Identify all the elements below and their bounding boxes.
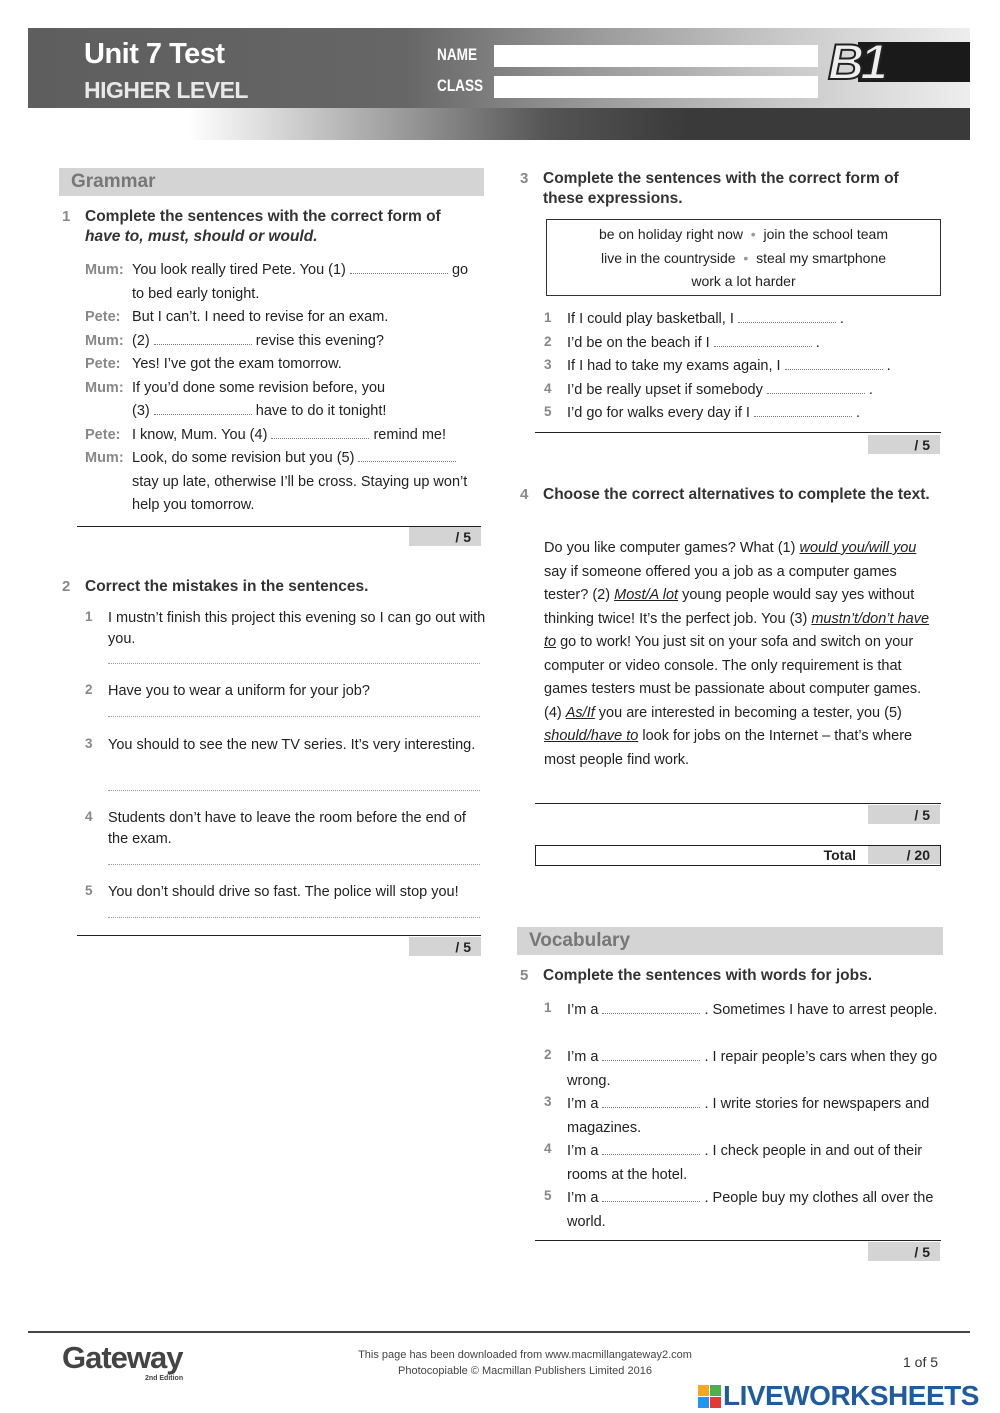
divider [535, 803, 941, 804]
dialogue-line [85, 260, 468, 280]
answer-blank[interactable] [767, 384, 865, 394]
answer-blank[interactable] [602, 1145, 700, 1155]
level-badge: B1 [828, 40, 970, 88]
answer-blank[interactable] [271, 429, 369, 439]
dialogue-line [85, 354, 342, 374]
footer-line-2: Photocopiable © Macmillan Publishers Limited 2016 [398, 1365, 652, 1377]
score-box: / 5 [868, 435, 940, 454]
alternative-5[interactable]: should/have to [544, 728, 639, 744]
item-number: 4 [85, 809, 93, 824]
sentence-text: Have you to wear a uniform for your job? [108, 683, 370, 699]
liveworksheets-logo [698, 1382, 979, 1410]
exercise-4-text: Do you like computer games? What (1) would you/will you say if someone offered you a job as a computer games tester? (2) Most/A lot young people would say yes without thinking twice! It’s the perfect job. You (3) mustn’t/don’t have to go to work! You just sit on your sofa and switch on your computer or video console. The only requirement is that games testers must be passionate about computer games. (4) As/If you are interested in becoming a tester, you (5) should/have to look for jobs on the Internet – that’s where most people find work. [544, 540, 930, 768]
exercise-number: 4 [520, 486, 529, 503]
footer-rule [28, 1331, 970, 1333]
section-vocabulary: Vocabulary [517, 927, 943, 955]
item-number: 3 [85, 736, 93, 751]
answer-blank[interactable] [754, 407, 852, 417]
speaker-label: Mum: [85, 379, 124, 396]
answer-line[interactable] [108, 790, 480, 791]
exercise-3-instruction: Complete the sentences with the correct form of these expressions. [543, 170, 899, 207]
speaker-label: Mum: [85, 450, 124, 466]
line-text: Yes! I’ve got the exam tomorrow. [132, 356, 342, 372]
item-number: 5 [85, 883, 93, 898]
speaker-label: Mum: [85, 262, 124, 278]
edition-label: 2nd Edition [145, 1375, 184, 1382]
live-icon [698, 1385, 721, 1408]
speaker-label: Mum: [85, 332, 124, 349]
answer-blank[interactable] [350, 264, 448, 274]
item-number: 4 [544, 1141, 552, 1156]
speaker-label: Pete: [85, 356, 121, 372]
line-text: (2) [132, 332, 150, 349]
line-text-after: go [451, 262, 469, 278]
watermark-text: LIVEWORKSHEETS [723, 1380, 979, 1411]
item-number: 1 [85, 609, 93, 624]
dialogue-line [85, 307, 388, 327]
sentence-text: If I had to take my exams again, I . [567, 358, 891, 374]
answer-blank[interactable] [714, 337, 812, 347]
dialogue-line [85, 331, 384, 351]
test-title: Unit 7 Test [84, 38, 225, 70]
score-box: / 5 [409, 937, 481, 956]
divider [77, 935, 481, 936]
sentence-text: I’m a . I repair people’s cars when they go wrong. [567, 1049, 938, 1089]
dialogue-line [85, 448, 456, 468]
answer-blank[interactable] [154, 335, 252, 345]
exercise-1-instruction: Complete the sentences with the correct form of have to, must, should or would. [85, 208, 441, 245]
item-number: 2 [544, 1047, 552, 1062]
item-number: 5 [544, 404, 552, 419]
sentence-text: I’d go for walks every day if I . [567, 405, 861, 421]
line-text: If you’d done some revision before, you [132, 379, 386, 396]
line-text: stay up late, otherwise I’ll be cross. Staying up won’t [132, 473, 468, 490]
dialogue-line [85, 284, 259, 304]
answer-line[interactable] [108, 917, 480, 918]
dialogue-line [85, 401, 386, 421]
item-number: 2 [85, 682, 93, 697]
sentence-text: I’d be on the beach if I . [567, 334, 820, 351]
line-text: You look really tired Pete. You (1) [132, 262, 346, 278]
name-label: NAME [437, 45, 478, 64]
answer-blank[interactable] [785, 360, 883, 370]
speaker-label: Pete: [85, 426, 121, 443]
answer-blank[interactable] [602, 1051, 700, 1061]
line-text: to bed early tonight. [132, 285, 260, 302]
divider [535, 432, 941, 433]
line-text-after: remind me! [373, 426, 446, 443]
header-strip [28, 108, 970, 140]
answer-blank[interactable] [602, 1004, 700, 1014]
class-field[interactable] [494, 76, 818, 98]
name-field[interactable] [494, 45, 818, 67]
answer-blank[interactable] [602, 1098, 700, 1108]
total-box [535, 845, 941, 866]
sentence-text: If I could play basketball, I . [567, 311, 844, 327]
dialogue-line [85, 425, 446, 445]
line-text-after: revise this evening? [255, 332, 384, 349]
line-text: I know, Mum. You (4) [132, 426, 268, 443]
line-text-after: have to do it tonight! [255, 403, 387, 419]
item-number: 2 [544, 333, 552, 349]
divider [535, 1240, 941, 1241]
answer-blank[interactable] [358, 452, 456, 462]
score-box: / 5 [868, 805, 940, 824]
dialogue-line [85, 472, 467, 492]
item-number: 3 [544, 1094, 552, 1109]
exercise-number: 3 [520, 170, 529, 187]
alternative-2[interactable]: Most/A lot [614, 587, 679, 603]
total-score: / 20 [868, 846, 940, 864]
exercise-4-instruction: Choose the correct alternatives to complete the text. [543, 486, 930, 503]
sentence-text: I’m a . Sometimes I have to arrest people. [567, 1002, 938, 1018]
item-number: 3 [544, 357, 552, 372]
footer-text [330, 1347, 720, 1379]
speaker-label: Pete: [85, 309, 121, 325]
alternative-3[interactable]: mustn’t/don’t have to [544, 610, 930, 650]
line-text: Look, do some revision but you (5) [132, 450, 355, 466]
alternative-4[interactable]: As/If [565, 704, 595, 721]
item-number: 4 [544, 380, 552, 396]
exercise-2-instruction: Correct the mistakes in the sentences. [85, 578, 369, 595]
answer-line[interactable] [108, 663, 480, 664]
sentence-text: I’m a . I write stories for newspapers and magazines. [567, 1096, 930, 1136]
answer-blank[interactable] [738, 313, 836, 323]
answer-line[interactable] [108, 716, 480, 717]
item-number: 1 [544, 1000, 552, 1015]
answer-blank[interactable] [602, 1192, 700, 1202]
section-grammar: Grammar [59, 168, 484, 196]
answer-blank[interactable] [154, 405, 252, 415]
dialogue-line [85, 495, 255, 515]
score-box: / 5 [409, 527, 481, 546]
dialogue-line [85, 378, 385, 398]
exercise-number: 5 [520, 967, 529, 984]
exercise-number: 2 [62, 578, 71, 595]
sentence-text: I mustn’t finish this project this evening so I can go out with you. [108, 610, 486, 647]
sentence-text: Students don’t have to leave the room before the end of the exam. [108, 810, 466, 847]
exercise-number: 1 [62, 208, 71, 225]
item-number: 5 [544, 1188, 552, 1203]
line-text: (3) [132, 403, 150, 419]
score-box: / 5 [868, 1242, 940, 1261]
gateway-logo: Gateway [62, 1340, 183, 1375]
line-text: help you tomorrow. [132, 497, 255, 513]
line-text: But I can’t. I need to revise for an exam. [132, 309, 389, 325]
total-label: Total [823, 847, 856, 863]
alternative-1[interactable]: would you/will you [799, 540, 917, 556]
answer-line[interactable] [108, 864, 480, 865]
footer-line-1: This page has been downloaded from www.macmillangateway2.com [358, 1349, 692, 1361]
sentence-text: I’m a . People buy my clothes all over the world. [567, 1190, 934, 1230]
class-label: CLASS [437, 76, 484, 95]
item-number: 1 [544, 310, 552, 325]
sentence-text: You don’t should drive so fast. The police will stop you! [108, 884, 459, 900]
page-number: 1 of 5 [903, 1354, 939, 1370]
sentence-text: I’m a . I check people in and out of their rooms at the hotel. [567, 1143, 923, 1183]
test-level: HIGHER LEVEL [84, 77, 248, 103]
expressions-box: be on holiday right now • join the school team live in the countryside • steal my smartphone work a lot harder [546, 219, 941, 296]
exercise-5-instruction: Complete the sentences with words for jobs. [543, 967, 872, 984]
sentence-text: You should to see the new TV series. It’s very interesting. [108, 737, 476, 753]
sentence-text: I’d be really upset if somebody . [567, 381, 873, 398]
